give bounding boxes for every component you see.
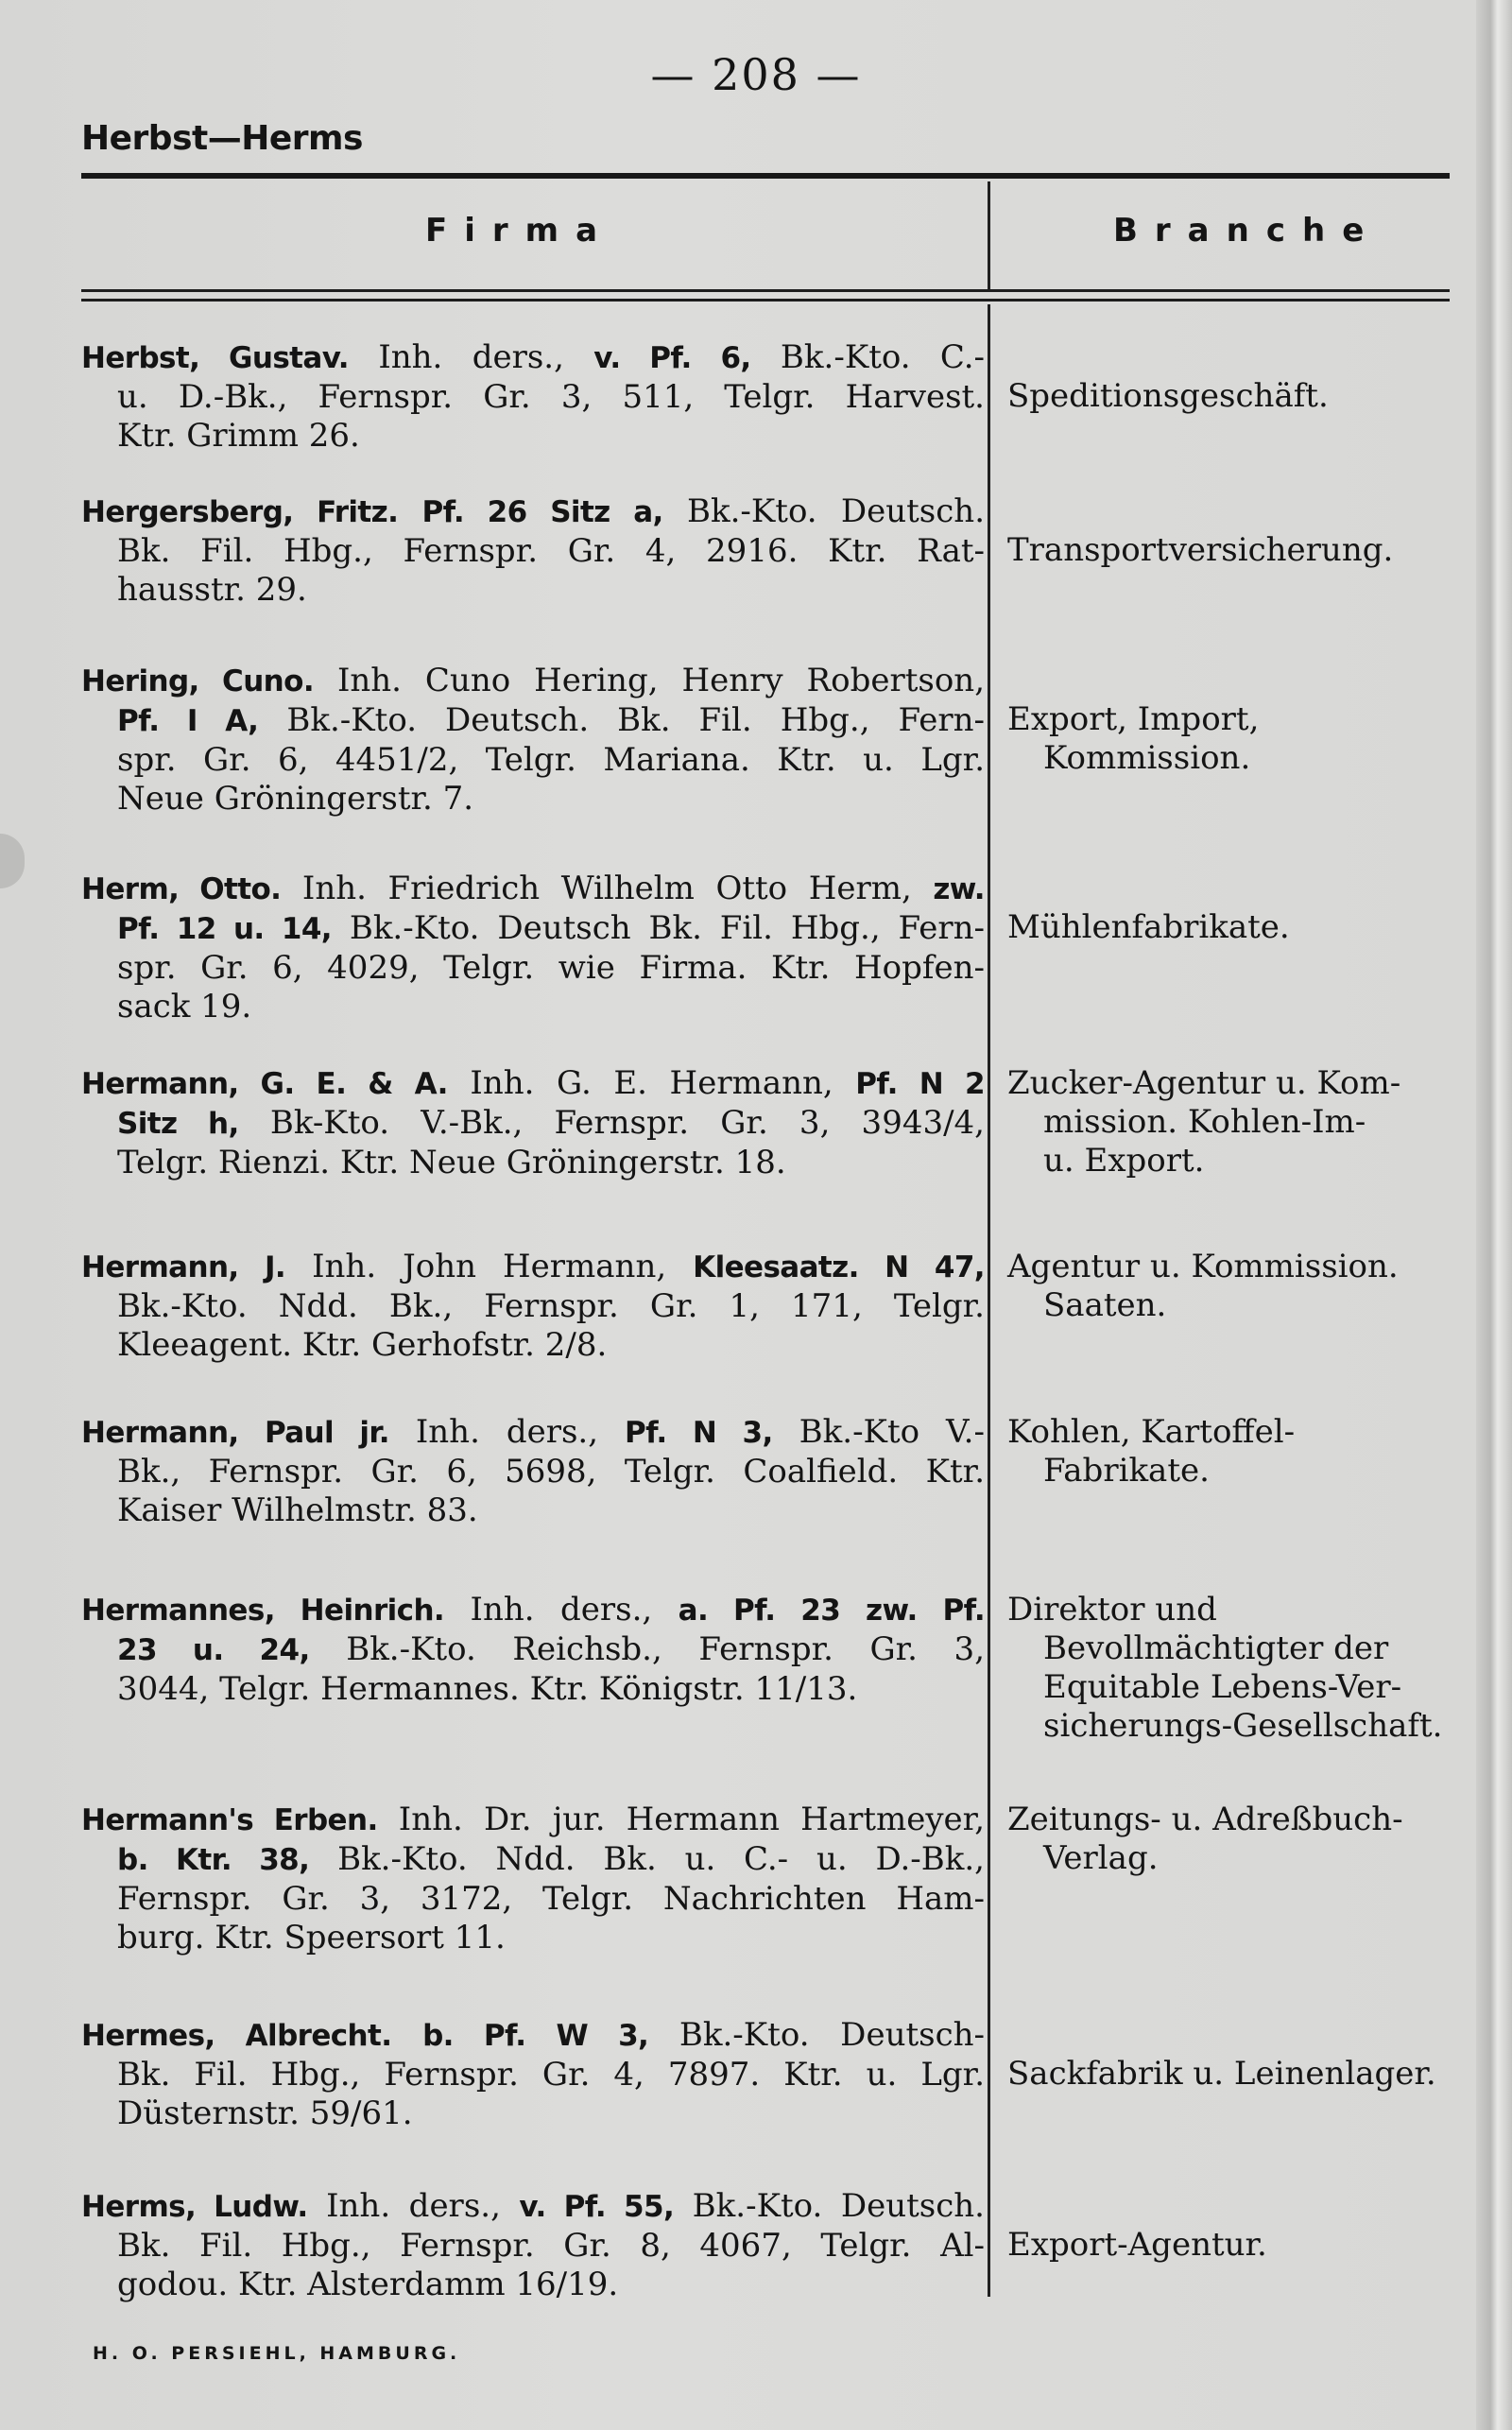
entry-line (81, 701, 985, 741)
entry-line (81, 378, 985, 417)
entry-text: Bk-Kto. V.-Bk., Fernspr. Gr. 3, 3943/4, (238, 1104, 985, 1142)
entry-text: Bk. Fil. Hbg., Fernspr. Gr. 8, 4067, Telgr. Al- (117, 2227, 985, 2265)
entry-text: Inh. ders., (388, 1413, 626, 1451)
entry-text: Bk.-Kto. Deutsch- (648, 2016, 985, 2054)
double-rule-lower (81, 299, 1450, 302)
company-name: Herbst, Gustav. (81, 341, 349, 375)
column-header-branche: Branche (1113, 212, 1382, 250)
branche-line: Bevollmächtigter der (1043, 1629, 1389, 1667)
branche-line: Speditionsgeschäft. (1007, 377, 1329, 415)
entry-text: burg. Ktr. Speersort 11. (117, 1919, 506, 1956)
entry-text: Kaiser Wilhelmstr. 83. (117, 1491, 478, 1529)
entry-line (81, 1144, 985, 1182)
company-name: Herm, Otto. (81, 872, 282, 906)
entry-line (81, 1413, 985, 1453)
branche-line: Equitable Lebens-Ver- (1043, 1668, 1402, 1706)
entry-text: Bk.-Kto. Ndd. Bk., Fernspr. Gr. 1, 171, Telgr. (117, 1287, 985, 1325)
branche-line: Sackfabrik u. Leinenlager. (1007, 2055, 1436, 2093)
entry-text: Bk.-Kto. Ndd. Bk. u. C.- u. D.-Bk., (309, 1840, 985, 1878)
entry-line (81, 1801, 985, 1840)
address-code: v. Pf. 6, (593, 341, 751, 375)
entry-text: Inh. ders., (307, 2187, 520, 2225)
header-rule (81, 173, 1450, 179)
company-name: Hergersberg, Fritz. (81, 495, 399, 529)
branche-line: Kommission. (1043, 739, 1251, 777)
entry-text: hausstr. 29. (117, 571, 307, 609)
entry-text: godou. Ktr. Alsterdamm 16/19. (117, 2266, 619, 2303)
address-code: v. Pf. 55, (519, 2190, 675, 2224)
entry-text: Kleeagent. Ktr. Gerhofstr. 2/8. (117, 1326, 608, 1364)
branche-line: Saaten. (1043, 1286, 1167, 1324)
entry-firma (81, 1801, 985, 1957)
entry-text: 3044, Telgr. Hermannes. Ktr. Königstr. 11/13. (117, 1670, 858, 1708)
address-code: a. Pf. 23 zw. Pf. (678, 1594, 985, 1628)
company-name: Hermes, Albrecht. (81, 2019, 392, 2053)
entry-line (81, 2094, 985, 2133)
entry-branche (1007, 531, 1512, 570)
entry-branche (1007, 1801, 1512, 1878)
body-column-divider (988, 304, 990, 2297)
entry-line (81, 1630, 985, 1670)
entry-line (81, 2227, 985, 2266)
branche-line: Zeitungs- u. Adreßbuch- (1007, 1801, 1403, 1838)
running-head: Herbst—Herms (81, 119, 363, 158)
branche-line: Mühlenfabrikate. (1007, 908, 1290, 946)
entry-text: Bk., Fernspr. Gr. 6, 5698, Telgr. Coalfield. Ktr. (117, 1453, 985, 1491)
entry-firma (81, 492, 985, 610)
entry-line (81, 1453, 985, 1491)
entry-branche (1007, 700, 1512, 778)
address-code: Sitz h, (117, 1107, 239, 1141)
entry-line (81, 1591, 985, 1630)
branche-line: Export-Agentur. (1007, 2226, 1267, 2264)
entry-text: Inh. ders., (348, 338, 594, 376)
entry-text: Bk.-Kto. Deutsch. Bk. Fil. Hbg., Fern- (258, 701, 986, 739)
branche-line: Agentur u. Kommission. (1007, 1248, 1399, 1285)
entry-text: Inh. ders., (444, 1591, 679, 1629)
entry-text: Fernspr. Gr. 3, 3172, Telgr. Nachrichten Ham- (117, 1880, 985, 1918)
entry-branche (1007, 1064, 1512, 1181)
entry-firma (81, 2187, 985, 2304)
entry-branche (1007, 908, 1512, 947)
entry-line (81, 741, 985, 780)
address-code: Pf. 26 Sitz a, (421, 495, 663, 529)
entry-branche (1007, 1413, 1512, 1491)
entry-line (81, 662, 985, 701)
binding-mark (0, 834, 25, 888)
entry-text: Inh. Friedrich Wilhelm Otto Herm, (281, 870, 934, 907)
branche-line: Fabrikate. (1043, 1452, 1210, 1490)
entry-firma (81, 1413, 985, 1530)
entry-text: Düsternstr. 59/61. (117, 2094, 413, 2132)
address-code: Pf. N 2 (855, 1067, 986, 1101)
entry-text: Bk.-Kto. C.- (750, 338, 985, 376)
address-code: zw. (933, 872, 985, 906)
company-name: Hermann, G. E. & A. (81, 1067, 448, 1101)
address-code: Kleesaatz. N 47, (693, 1250, 985, 1284)
entry-branche (1007, 1591, 1512, 1746)
entry-text: Inh. G. E. Hermann, (447, 1064, 856, 1102)
entry-line (81, 909, 985, 949)
entry-line (81, 532, 985, 571)
entry-text: Inh. John Hermann, (285, 1248, 694, 1285)
page-number: — 208 — (650, 49, 862, 100)
entry-firma (81, 870, 985, 1026)
entry-line (81, 988, 985, 1026)
branche-line: Direktor und (1007, 1591, 1217, 1629)
entry-line (81, 870, 985, 909)
address-code: b. Ktr. 38, (117, 1843, 310, 1877)
entry-line (81, 2016, 985, 2056)
company-name: Herms, Ludw. (81, 2190, 308, 2224)
entry-text (398, 492, 421, 530)
branche-line: mission. Kohlen-Im- (1043, 1103, 1366, 1141)
entry-line (81, 1248, 985, 1287)
entry-line (81, 1104, 985, 1144)
address-code: Pf. I A, (117, 704, 259, 738)
entry-line (81, 780, 985, 819)
address-code: b. Pf. W 3, (422, 2019, 649, 2053)
entry-text: spr. Gr. 6, 4029, Telgr. wie Firma. Ktr. Hopfen- (117, 949, 985, 987)
entry-text: Bk.-Kto. Deutsch. (662, 492, 985, 530)
entry-line (81, 1287, 985, 1326)
entry-text: sack 19. (117, 988, 252, 1025)
column-header-firma: Firma (425, 212, 615, 250)
entry-line (81, 2056, 985, 2094)
entry-firma (81, 1591, 985, 1709)
printer-imprint: H. O. PERSIEHL, HAMBURG. (93, 2343, 461, 2364)
branche-line: Zucker-Agentur u. Kom- (1007, 1064, 1401, 1102)
company-name: Hermann, Paul jr. (81, 1416, 389, 1450)
entry-line (81, 338, 985, 378)
entry-text: Bk. Fil. Hbg., Fernspr. Gr. 4, 7897. Ktr. u. Lgr. (117, 2056, 985, 2094)
company-name: Hermannes, Heinrich. (81, 1594, 445, 1628)
entry-branche (1007, 377, 1512, 416)
branche-line: sicherungs-Gesellschaft. (1043, 1707, 1443, 1745)
entry-text: Bk. Fil. Hbg., Fernspr. Gr. 4, 2916. Ktr. Rat- (117, 532, 985, 570)
entry-firma (81, 338, 985, 456)
entry-text: Inh. Cuno Hering, Henry Robertson, (314, 662, 986, 699)
entry-line (81, 1880, 985, 1919)
double-rule-upper (81, 289, 1450, 292)
branche-line: Kohlen, Kartoffel- (1007, 1413, 1296, 1451)
company-name: Hermann's Erben. (81, 1803, 378, 1837)
branche-line: Transportversicherung. (1007, 531, 1394, 569)
company-name: Hering, Cuno. (81, 664, 315, 698)
address-code: Pf. N 3, (625, 1416, 773, 1450)
entry-line (81, 1491, 985, 1530)
entry-firma (81, 2016, 985, 2133)
entry-text: spr. Gr. 6, 4451/2, Telgr. Mariana. Ktr. u. Lgr. (117, 741, 985, 779)
entry-text: Bk.-Kto V.- (772, 1413, 985, 1451)
entry-text (391, 2016, 422, 2054)
entry-firma (81, 1064, 985, 1182)
entry-text: Telgr. Rienzi. Ktr. Neue Gröningerstr. 18. (117, 1144, 786, 1181)
entry-text: Neue Gröningerstr. 7. (117, 780, 474, 818)
address-code: 23 u. 24, (117, 1633, 310, 1667)
entry-line (81, 417, 985, 456)
entry-line (81, 1326, 985, 1365)
entry-text: u. D.-Bk., Fernspr. Gr. 3, 511, Telgr. Harvest. (117, 378, 985, 416)
entry-text: Bk.-Kto. Reichsb., Fernspr. Gr. 3, (309, 1630, 985, 1668)
entry-line (81, 1064, 985, 1104)
entry-line (81, 1919, 985, 1957)
entry-line (81, 2187, 985, 2227)
branche-line: Export, Import, (1007, 700, 1260, 738)
entry-branche (1007, 2226, 1512, 2265)
branche-line: Verlag. (1043, 1839, 1159, 1877)
entry-text: Bk.-Kto. Deutsch. (674, 2187, 985, 2225)
entry-line (81, 949, 985, 988)
entry-line (81, 571, 985, 610)
entry-branche (1007, 2055, 1512, 2094)
company-name: Hermann, J. (81, 1250, 286, 1284)
entry-text: Inh. Dr. jur. Hermann Hartmeyer, (377, 1801, 986, 1838)
entry-branche (1007, 1248, 1512, 1325)
entry-line (81, 1840, 985, 1880)
address-code: Pf. 12 u. 14, (117, 912, 332, 946)
branche-line: u. Export. (1043, 1142, 1205, 1180)
entry-text: Ktr. Grimm 26. (117, 417, 360, 455)
entry-line (81, 1670, 985, 1709)
entry-line (81, 492, 985, 532)
entry-firma (81, 662, 985, 819)
entry-firma (81, 1248, 985, 1365)
header-column-divider (988, 181, 990, 291)
entry-line (81, 2266, 985, 2304)
entry-text: Bk.-Kto. Deutsch Bk. Fil. Hbg., Fern- (331, 909, 985, 947)
